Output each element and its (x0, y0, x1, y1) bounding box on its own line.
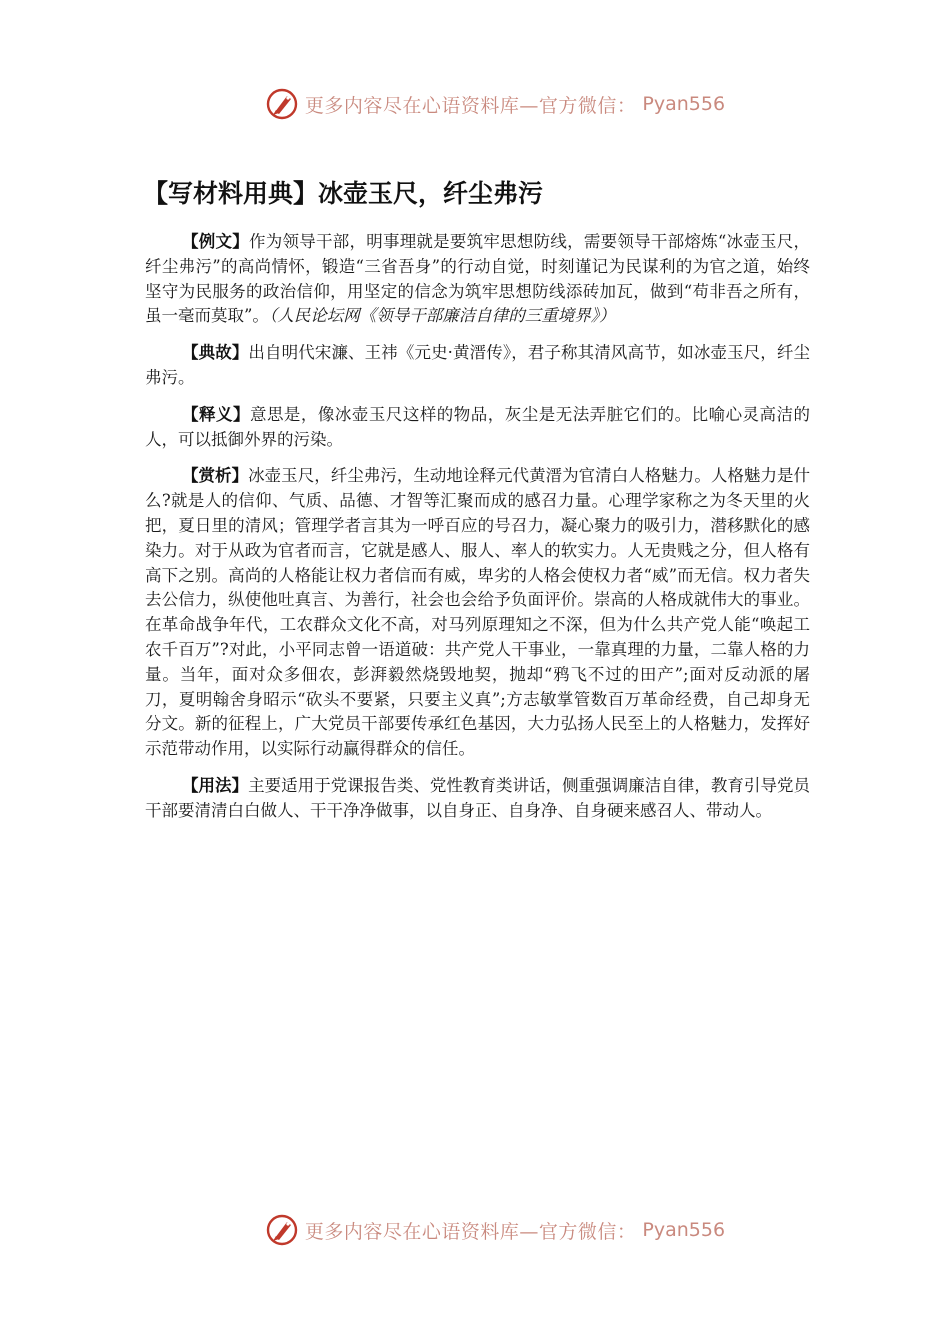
header-banner-text: 更多内容尽在心语资料库—官方微信： (304, 94, 637, 117)
footer-banner-text: 更多内容尽在心语资料库—官方微信： (304, 1220, 637, 1243)
section-example-source: （人民论坛网《领导干部廉洁自律的三重境界》） (268, 306, 616, 326)
section-appreciation (145, 464, 810, 762)
section-usage-text: 主要适用于党课报告类、党性教育类讲话，侧重强调廉洁自律，教育引导党员干部要清清白白做人、干干净净做事，以自身正、自身净、自身硬来感召人、带动人。 (145, 775, 811, 820)
section-meaning (145, 403, 810, 453)
section-example-label: 【例文】 (182, 232, 249, 251)
pen-nib-logo-icon (265, 1213, 299, 1247)
footer-banner-wechat-id: Pyan556 (642, 1219, 726, 1241)
header-banner-wechat-id: Pyan556 (642, 93, 726, 115)
article-body (145, 230, 810, 836)
section-example-text: 作为领导干部，明事理就是要筑牢思想防线，需要领导干部熔炼“冰壶玉尺，纤尘弗污”的高尚情怀，锻造“三省吾身”的行动自觉，时刻谨记为民谋利的为官之道，始终坚守为民服务的政治信仰，用坚定的信念为筑牢思想防线添砖加瓦，做到“苟非吾之所有，虽一毫而莫取”。 (145, 232, 811, 326)
footer-banner-content (265, 1213, 725, 1247)
section-allusion (145, 341, 810, 391)
section-example (145, 230, 810, 329)
section-usage-label: 【用法】 (182, 775, 249, 795)
section-usage (145, 774, 810, 824)
header-banner-content (265, 87, 725, 121)
pen-nib-logo-icon (265, 87, 299, 121)
section-allusion-text: 出自明代宋濂、王祎《元史·黄溍传》，君子称其清风高节，如冰壶玉尺，纤尘弗污。 (145, 343, 810, 387)
header-banner (0, 84, 950, 124)
section-allusion-label: 【典故】 (182, 343, 249, 363)
section-appreciation-text: 冰壶玉尺，纤尘弗污，生动地诠释元代黄溍为官清白人格魅力。人格魅力是什么?就是人的信仰、气质、品德、才智等汇聚而成的感召力量。心理学家称之为冬天里的火把，夏日里的清风；管理学者言其为一呼百应的号召力，凝心聚力的吸引力，潜移默化的感染力。对于从政为官者而言，它就是感人、服人、率人的软实力。人无贵贱之分，但人格有高下之别。高尚的人格能让权力者信而有威，卑劣的人格会使权力者“威”而无信。权力者失去公信力，纵使他吐真言、为善行，社会也会给予负面评价。崇高的人格成就伟大的事业。在革命战争年代，工农群众文化不高，对马列原理知之不深，但为什么共产党人能“唤起工农千百万”?对此，小平同志曾一语道破：共产党人干事业，一靠真理的力量，二靠人格的力量。当年，面对众多佃农，彭湃毅然烧毁地契，抛却“鸦飞不过的田产”;面对反动派的屠刀，夏明翰舍身昭示“砍头不要紧，只要主义真”;方志敏掌管数百万革命经费，自己却身无分文。新的征程上，广大党员干部要传承红色基因，大力弘扬人民至上的人格魅力，发挥好示范带动作用，以实际行动赢得群众的信任。 (145, 466, 811, 759)
page-title: 【写材料用典】冰壶玉尺，纤尘弗污 (143, 179, 544, 208)
section-appreciation-label: 【赏析】 (182, 466, 249, 486)
footer-banner (0, 1210, 950, 1250)
section-meaning-text: 意思是，像冰壶玉尺这样的物品，灰尘是无法弄脏它们的。比喻心灵高洁的人，可以抵御外界的污染。 (145, 404, 811, 449)
section-meaning-label: 【释义】 (182, 404, 250, 424)
